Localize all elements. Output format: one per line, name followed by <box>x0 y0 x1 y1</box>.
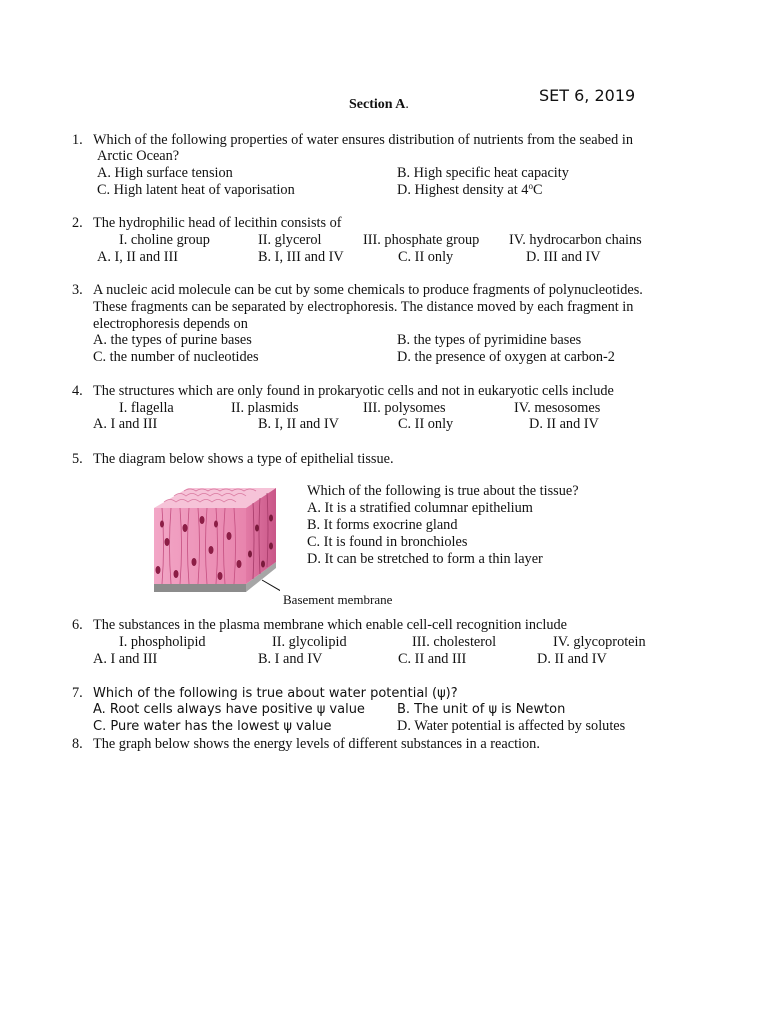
q4-option-b: B. I, II and IV <box>258 416 339 432</box>
q4-item-3: III. polysomes <box>363 400 446 416</box>
q7-option-b: B. The unit of ψ is Newton <box>397 702 566 717</box>
q6-option-c: C. II and III <box>398 651 467 667</box>
q2-number: 2. <box>72 215 83 231</box>
q6-stem: The substances in the plasma membrane which enable cell-cell recognition include <box>93 617 568 633</box>
q1-stem-line1: Which of the following properties of water ensures distribution of nutrients from the seabed in <box>93 132 633 148</box>
q2-option-d: D. III and IV <box>526 249 601 265</box>
q2-stem: The hydrophilic head of lecithin consists of <box>93 215 342 231</box>
q5-number: 5. <box>72 451 83 467</box>
q5-option-b: B. It forms exocrine gland <box>307 517 458 533</box>
q2-option-b: B. I, III and IV <box>258 249 344 265</box>
q6-option-b: B. I and IV <box>258 651 323 667</box>
q3-stem-line1: A nucleic acid molecule can be cut by some chemicals to produce fragments of polynucleotides. <box>93 282 643 298</box>
q3-option-c: C. the number of nucleotides <box>93 349 259 365</box>
q1-option-b: B. High specific heat capacity <box>397 165 569 181</box>
q2-item-3: III. phosphate group <box>363 232 480 248</box>
q6-number: 6. <box>72 617 83 633</box>
section-title: Section A. <box>349 97 409 112</box>
q5-option-c: C. It is found in bronchioles <box>307 534 468 550</box>
q4-stem: The structures which are only found in prokaryotic cells and not in eukaryotic cells include <box>93 383 614 399</box>
q3-option-b: B. the types of pyrimidine bases <box>397 332 582 348</box>
q6-item-3: III. cholesterol <box>412 634 497 650</box>
q6-item-1: I. phospholipid <box>119 634 206 650</box>
q1-option-d: D. Highest density at 4$^o$C <box>397 181 543 198</box>
q3-option-d: D. the presence of oxygen at carbon-2 <box>397 349 615 365</box>
q1-option-c: C. High latent heat of vaporisation <box>97 182 295 198</box>
q6-option-d: D. II and IV <box>537 651 607 667</box>
q2-option-c: C. II only <box>398 249 454 265</box>
q2-item-2: II. glycerol <box>258 232 322 248</box>
q3-option-a: A. the types of purine bases <box>93 332 252 348</box>
q6-option-a: A. I and III <box>93 651 158 667</box>
q3-number: 3. <box>72 282 83 298</box>
q4-number: 4. <box>72 383 83 399</box>
q2-option-a: A. I, II and III <box>97 249 178 265</box>
q7-option-c: C. Pure water has the lowest ψ value <box>93 719 332 734</box>
q6-item-2: II. glycolipid <box>272 634 347 650</box>
q6-item-4: IV. glycoprotein <box>553 634 646 650</box>
q7-number: 7. <box>72 685 83 701</box>
q5-stem: The diagram below shows a type of epithelial tissue. <box>93 451 394 467</box>
q4-item-4: IV. mesosomes <box>514 400 601 416</box>
epithelial-tissue-diagram <box>150 484 280 608</box>
q5-option-a: A. It is a stratified columnar epithelium <box>307 500 533 516</box>
q3-stem-line2: These fragments can be separated by electrophoresis. The distance moved by each fragment in <box>93 299 634 315</box>
q5-option-d: D. It can be stretched to form a thin layer <box>307 551 543 567</box>
q2-item-4: IV. hydrocarbon chains <box>509 232 642 248</box>
q1-stem-line2: Arctic Ocean? <box>97 148 180 164</box>
q7-stem: Which of the following is true about water potential (ψ)? <box>93 686 458 701</box>
q7-option-d: D. Water potential is affected by solutes <box>397 718 626 734</box>
q4-option-a: A. I and III <box>93 416 158 432</box>
q1-option-a: A. High surface tension <box>97 165 233 181</box>
q5-question: Which of the following is true about the tissue? <box>307 483 579 499</box>
set-label: SET 6, 2019 <box>539 86 636 105</box>
q4-item-1: I. flagella <box>119 400 174 416</box>
q1-number: 1. <box>72 132 83 148</box>
basement-membrane-label: Basement membrane <box>283 592 393 607</box>
q7-option-a: A. Root cells always have positive ψ value <box>93 702 365 717</box>
q8-stem: The graph below shows the energy levels of different substances in a reaction. <box>93 736 540 752</box>
q3-stem-line3: electrophoresis depends on <box>93 316 248 332</box>
q4-option-c: C. II only <box>398 416 454 432</box>
q4-item-2: II. plasmids <box>231 400 299 416</box>
q4-option-d: D. II and IV <box>529 416 599 432</box>
q2-item-1: I. choline group <box>119 232 210 248</box>
q8-number: 8. <box>72 736 83 752</box>
